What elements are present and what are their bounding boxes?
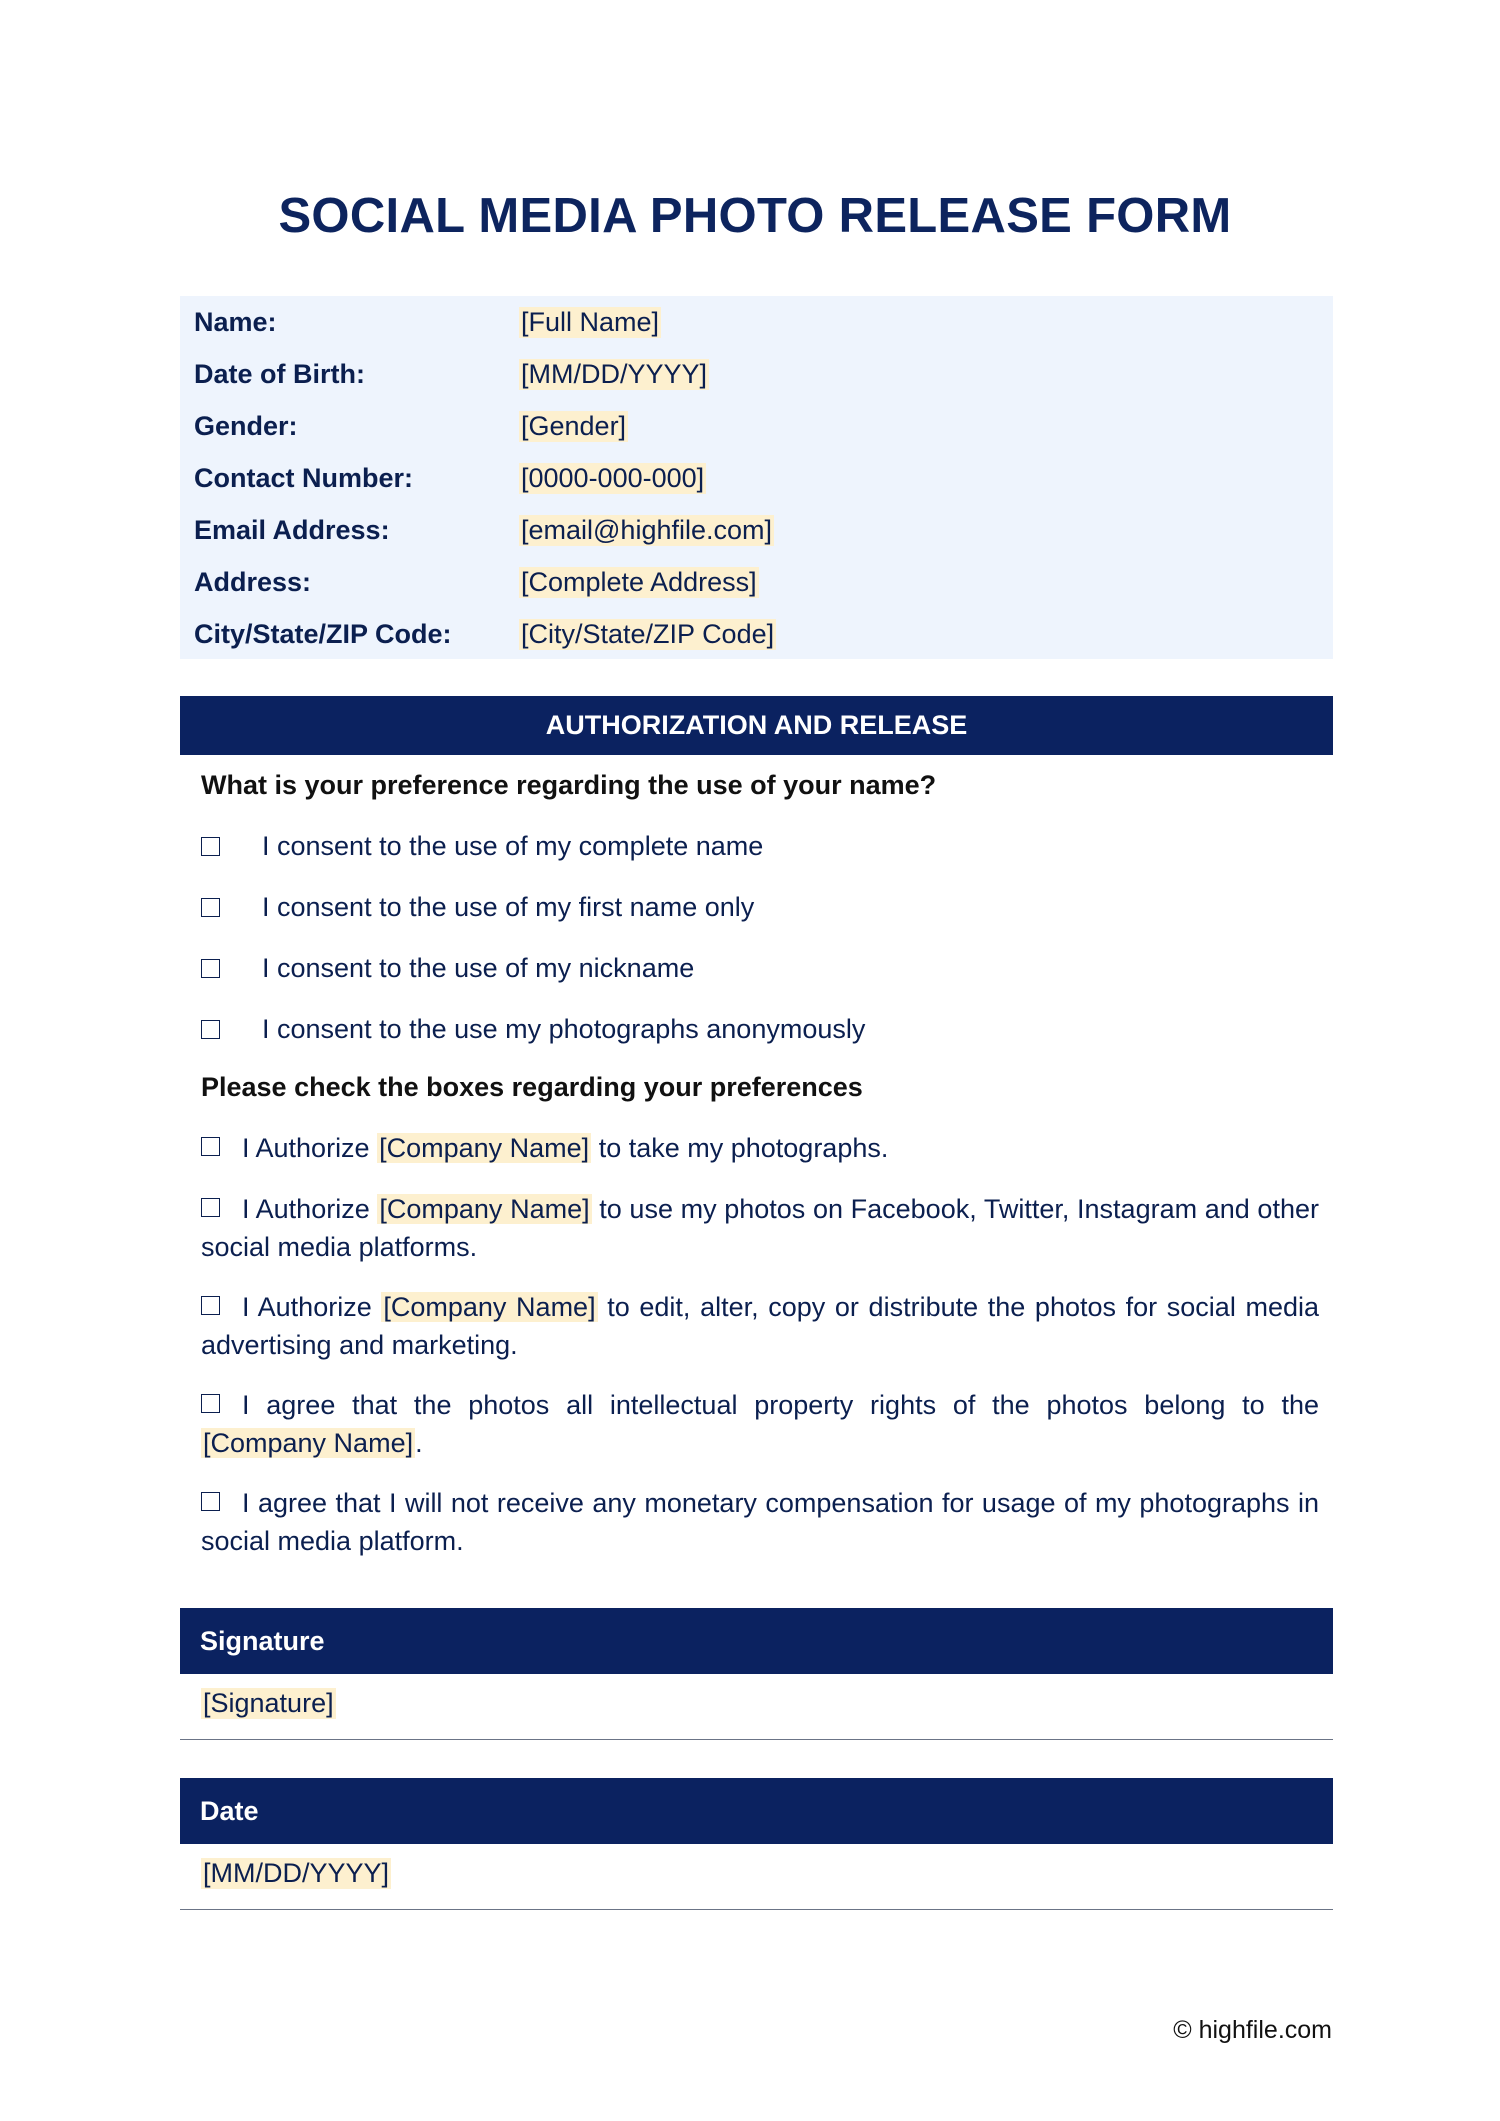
checkbox[interactable]	[201, 1492, 220, 1511]
preference-no-compensation	[201, 1484, 1319, 1560]
pref-text: I agree that I will not receive any monetary compensation for usage of my photographs in social media platform.	[201, 1488, 1319, 1556]
name-option-complete	[201, 831, 763, 862]
pref-text: I agree that the photos all intellectual property rights of the photos belong to the	[242, 1390, 1319, 1420]
checkbox[interactable]	[201, 1198, 220, 1217]
contact-number-field[interactable]: [0000-000-000]	[521, 462, 705, 493]
info-label: Date of Birth:	[194, 358, 365, 389]
option-label: I consent to the use of my nickname	[262, 953, 695, 983]
pref-text: to take my photographs.	[591, 1133, 889, 1163]
info-label: Gender:	[194, 410, 298, 441]
info-label: Name:	[194, 306, 277, 337]
pref-text: I Authorize	[242, 1292, 382, 1322]
info-label: Contact Number:	[194, 462, 414, 493]
checkbox[interactable]	[201, 1020, 220, 1039]
gender-field[interactable]: [Gender]	[521, 410, 627, 441]
pref-text: I Authorize	[242, 1194, 378, 1224]
checkbox[interactable]	[201, 959, 220, 978]
preference-social-media-use	[201, 1190, 1319, 1266]
email-field[interactable]: [email@highfile.com]	[521, 514, 773, 545]
personal-info-box	[180, 296, 1333, 659]
option-label: I consent to the use of my first name only	[262, 892, 755, 922]
signature-field[interactable]: [Signature]	[203, 1688, 334, 1718]
checkbox[interactable]	[201, 898, 220, 917]
name-option-nickname	[201, 953, 694, 984]
info-row-dob	[194, 348, 709, 400]
name-option-anonymous	[201, 1014, 865, 1045]
info-row-name	[194, 296, 661, 348]
date-field[interactable]: [MM/DD/YYYY]	[203, 1858, 390, 1888]
info-row-address	[194, 556, 759, 608]
footer-copyright: © highfile.com	[1173, 2016, 1332, 2044]
info-row-city	[194, 608, 776, 660]
pref-text: to edit, alter, copy or distribute the photos for social media advertising and marketing.	[201, 1292, 1319, 1360]
company-name-field[interactable]: [Company Name]	[383, 1292, 596, 1322]
info-label: Email Address:	[194, 514, 390, 545]
info-row-gender	[194, 400, 628, 452]
preference-take-photos	[201, 1129, 1319, 1167]
dob-field[interactable]: [MM/DD/YYYY]	[521, 358, 708, 389]
date-field-row	[180, 1844, 1333, 1910]
info-label: Address:	[194, 566, 312, 597]
checkbox[interactable]	[201, 1296, 220, 1315]
checkbox[interactable]	[201, 1137, 220, 1156]
option-label: I consent to the use of my complete name	[262, 831, 764, 861]
authorization-header: AUTHORIZATION AND RELEASE	[180, 696, 1333, 755]
name-option-first	[201, 892, 754, 923]
company-name-field[interactable]: [Company Name]	[379, 1194, 590, 1224]
city-state-zip-field[interactable]: [City/State/ZIP Code]	[521, 618, 775, 649]
pref-text: to use my photos on Facebook, Twitter, Instagram and other social media platforms.	[201, 1194, 1319, 1262]
name-preference-question: What is your preference regarding the use of your name?	[201, 770, 937, 800]
checkbox[interactable]	[201, 837, 220, 856]
pref-text: .	[415, 1428, 423, 1458]
company-name-field[interactable]: [Company Name]	[203, 1428, 414, 1458]
preference-edit-distribute	[201, 1288, 1319, 1364]
address-field[interactable]: [Complete Address]	[521, 566, 757, 597]
pref-text: I Authorize	[242, 1133, 378, 1163]
company-name-field[interactable]: [Company Name]	[379, 1133, 590, 1163]
option-label: I consent to the use my photographs anonymously	[262, 1014, 866, 1044]
signature-field-row	[180, 1674, 1333, 1740]
date-header: Date	[180, 1778, 1333, 1844]
name-field[interactable]: [Full Name]	[521, 306, 660, 337]
info-row-email	[194, 504, 774, 556]
page-title: SOCIAL MEDIA PHOTO RELEASE FORM	[278, 189, 1232, 243]
info-label: City/State/ZIP Code:	[194, 618, 452, 649]
preferences-question: Please check the boxes regarding your preferences	[201, 1072, 863, 1102]
info-row-contact	[194, 452, 706, 504]
checkbox[interactable]	[201, 1394, 220, 1413]
preference-ip-rights	[201, 1386, 1319, 1462]
signature-header: Signature	[180, 1608, 1333, 1674]
